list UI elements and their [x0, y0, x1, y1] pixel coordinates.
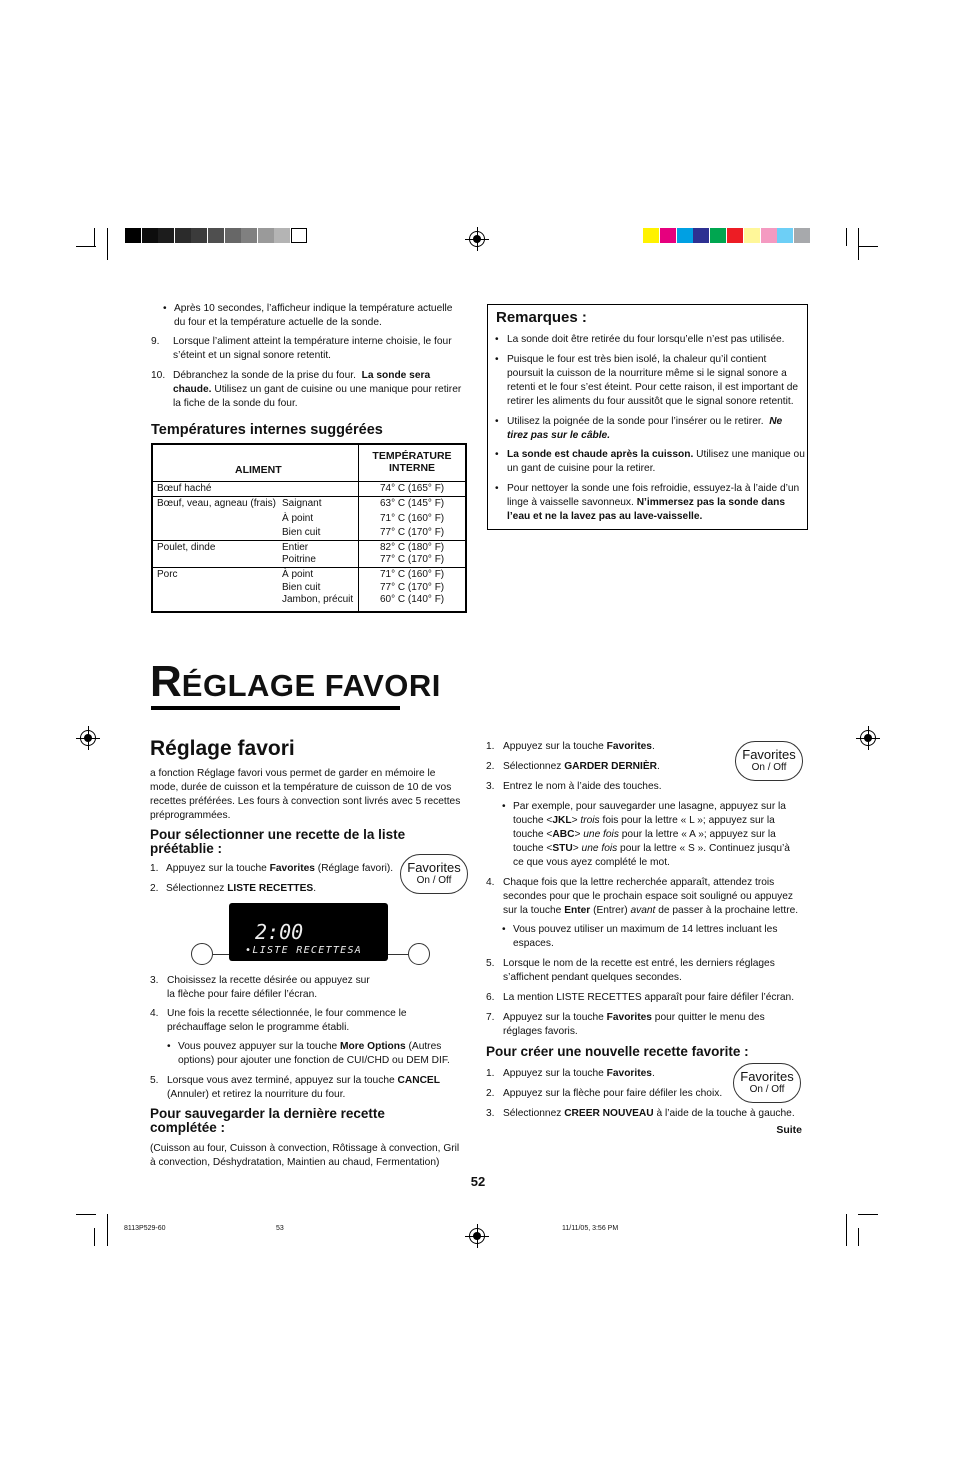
footer-sheet: 53	[276, 1225, 284, 1232]
color-swatch	[794, 228, 810, 243]
table-row-temperature: 74° C (165° F)	[380, 483, 445, 494]
table-row-doneness: Saignant	[282, 498, 322, 509]
table-row-doneness: Jambon, précuit	[282, 594, 354, 605]
remarks-title: Remarques :	[496, 309, 587, 326]
favorites-button-3[interactable]: Favorites On / Off	[733, 1063, 801, 1103]
table-row-doneness: Bien cuit	[282, 527, 321, 538]
temperatures-heading: Températures internes suggérées	[151, 422, 383, 438]
table-row-temperature: 77° C (170° F)	[380, 581, 445, 593]
gray-swatch	[258, 228, 274, 243]
table-row-food: Bœuf, veau, agneau (frais)	[157, 498, 276, 509]
oven-display	[229, 903, 388, 961]
gray-swatch	[291, 228, 307, 243]
table-row-temperature: 71° C (160° F)	[380, 569, 445, 580]
favorites-button-2[interactable]: Favorites On / Off	[735, 741, 803, 781]
color-swatch	[677, 228, 693, 243]
col-food-header: ALIMENT	[235, 464, 282, 476]
gray-swatch	[175, 228, 191, 243]
temperature-table	[151, 443, 467, 613]
table-row-doneness: Entier	[282, 542, 309, 553]
gray-swatch	[208, 228, 224, 243]
col-temp-header: TEMPÉRATURE INTERNE	[372, 450, 452, 474]
section-title-rule	[151, 706, 400, 710]
continued-label: Suite	[776, 1124, 802, 1136]
gray-swatch	[125, 228, 141, 243]
footer-code: 8113P529-60	[124, 1225, 166, 1232]
registration-mark-bottom-icon	[469, 1228, 485, 1244]
gray-swatch	[241, 228, 257, 243]
table-row-food: Bœuf haché	[157, 483, 212, 494]
display-connector-right	[388, 954, 408, 955]
color-swatch	[643, 228, 659, 243]
color-swatch	[693, 228, 709, 243]
table-row-doneness: À point	[282, 569, 314, 580]
display-right-button[interactable]	[408, 943, 430, 965]
registration-mark-right-icon	[860, 730, 876, 746]
display-text: •LISTE RECETTESA	[245, 945, 363, 956]
table-row-food: Porc	[157, 569, 178, 580]
favorites-button[interactable]: Favorites On / Off	[400, 854, 468, 894]
color-swatch	[727, 228, 743, 243]
section-title: RÉGLAGE FAVORI	[150, 657, 441, 706]
registration-mark-left-icon	[80, 730, 96, 746]
display-left-button[interactable]	[191, 943, 213, 965]
color-swatch	[777, 228, 793, 243]
gray-swatch	[225, 228, 241, 243]
table-row-temperature: 82° C (180° F)	[380, 542, 445, 553]
color-swatch	[761, 228, 777, 243]
table-row-doneness: Poitrine	[282, 554, 316, 565]
page-number: 52	[470, 1174, 486, 1189]
gray-swatch	[142, 228, 158, 243]
create-heading: Pour créer une nouvelle recette favorite :	[486, 1044, 749, 1059]
intro-paragraph: a fonction Réglage favori vous permet de garder en mémoire le mode, durée de cuisson et la température de cuisson de 10 de vos recettes préférées. Les fours à convection sont livrés avec 5 recettes préprogrammées.	[150, 768, 461, 821]
table-row-temperature: 77° C (170° F)	[380, 527, 445, 538]
color-swatch	[744, 228, 760, 243]
display-connector-left	[213, 954, 229, 955]
table-row-temperature: 77° C (170° F)	[380, 554, 445, 565]
remarks-box: Remarques : • La sonde doit être retirée du four lorsqu’elle n’est pas utilisée. • Puisque le four est très bien isolé, la chaleur qu’il contient poursuit la cuisson de la nourriture même si le signal sonore a retenti et le four s’est éteint. Pour cette raison, il est important de retirer les aliments du four aussitôt que le signal sonore retentit. • Utilisez la poignée de la sonde pour l’insérer ou le retirer. Ne tirez pas sur le câble. • La sonde est chaude après la cuisson. Utilisez une manique ou un gant de cuisine pour la retirer. • Pour nettoyer la sonde une fois refroidie, essuyez-la à l’aide d’un linge à vaisselle savonneux. N’immersez pas la sonde dans l’eau et ne la lavez pas au lave-vaisselle.	[487, 304, 808, 530]
gray-swatch	[274, 228, 290, 243]
footer-stamp: 11/11/05, 3:56 PM	[562, 1225, 619, 1232]
display-time: 2:00	[255, 920, 304, 944]
registration-mark-top-icon	[469, 231, 485, 247]
subtitle: Réglage favori	[150, 737, 295, 760]
table-row-temperature: 63° C (145° F)	[380, 498, 445, 509]
table-row-temperature: 71° C (160° F)	[380, 512, 445, 524]
select-heading: Pour sélectionner une recette de la liste préétablie :	[150, 827, 406, 856]
color-swatch	[660, 228, 676, 243]
table-row-doneness: À point	[282, 512, 314, 524]
gray-swatch	[191, 228, 207, 243]
save-heading: Pour sauvegarder la dernière recette complétée :	[150, 1106, 385, 1135]
table-row-temperature: 60° C (140° F)	[380, 594, 445, 605]
save-note: (Cuisson au four, Cuisson à convection, Rôtissage à convection, Gril à convection, Déshydratation, Maintien au chaud, Fermentation)	[150, 1143, 460, 1168]
table-row-doneness: Bien cuit	[282, 581, 321, 593]
table-row-food: Poulet, dinde	[157, 542, 216, 553]
gray-swatch	[158, 228, 174, 243]
color-swatch	[710, 228, 726, 243]
